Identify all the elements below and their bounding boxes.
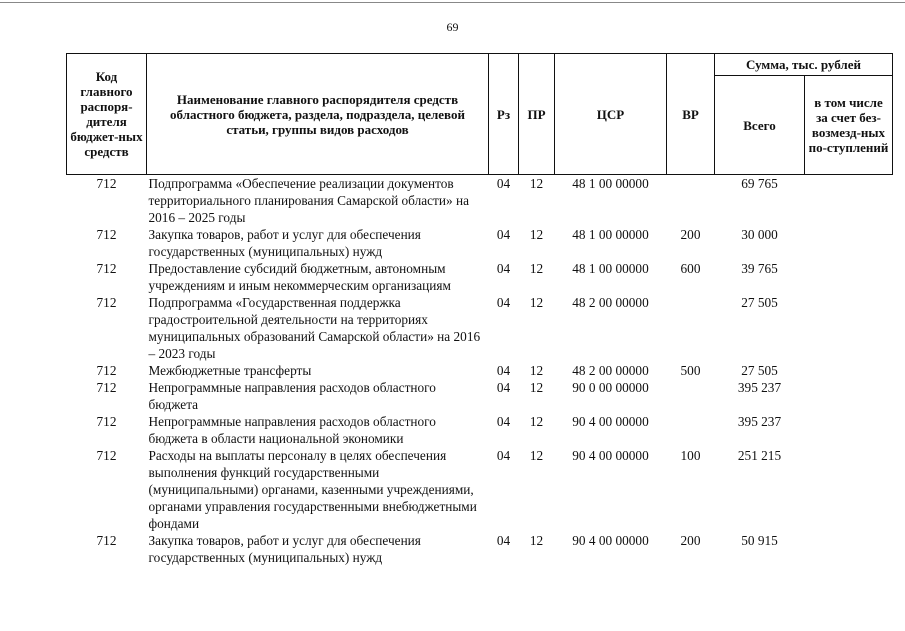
table-row — [67, 226, 893, 260]
row-code: 712 — [96, 227, 117, 242]
row-total: 39 765 — [741, 261, 778, 276]
row-pr: 12 — [529, 363, 544, 378]
row-code: 712 — [96, 261, 117, 276]
row-total: 30 000 — [741, 227, 778, 242]
row-incl — [805, 260, 893, 294]
row-csr: 48 1 00 00000 — [572, 227, 649, 242]
row-total: 395 237 — [737, 380, 782, 395]
row-code: 712 — [96, 380, 117, 395]
page-number: 69 — [446, 20, 459, 34]
row-csr: 48 1 00 00000 — [572, 176, 649, 191]
row-incl — [805, 294, 893, 362]
row-incl — [805, 379, 893, 413]
row-vr: 200 — [680, 227, 701, 242]
row-pr: 12 — [529, 295, 544, 310]
row-csr: 90 4 00 00000 — [572, 533, 649, 548]
top-rule — [0, 2, 905, 3]
row-csr: 48 2 00 00000 — [572, 295, 649, 310]
row-name: Расходы на выплаты персоналу в целях обеспечения выполнения функций государственными (муниципальными) органами, казенными учреждениями, органами управления государственными внебюджетными фондами — [148, 448, 477, 531]
row-rz: 04 — [496, 176, 511, 191]
row-incl — [805, 362, 893, 379]
table-row — [67, 260, 893, 294]
row-incl — [805, 175, 893, 227]
row-rz: 04 — [496, 533, 511, 548]
row-vr: 500 — [680, 363, 701, 378]
row-code: 712 — [96, 176, 117, 191]
row-pr: 12 — [529, 380, 544, 395]
table-row — [67, 294, 893, 362]
row-rz: 04 — [496, 363, 511, 378]
row-total: 50 915 — [741, 533, 778, 548]
row-vr — [667, 379, 715, 413]
row-total: 251 215 — [737, 448, 782, 463]
row-code: 712 — [96, 448, 117, 463]
header-vr: ВР — [667, 54, 715, 175]
table-row — [67, 379, 893, 413]
row-csr: 90 0 00 00000 — [572, 380, 649, 395]
header-csr: ЦСР — [555, 54, 667, 175]
row-rz: 04 — [496, 261, 511, 276]
header-pr: ПР — [519, 54, 555, 175]
budget-table — [66, 53, 893, 566]
row-name: Предоставление субсидий бюджетным, автономным учреждениям и иным некоммерческим организациям — [148, 261, 451, 293]
table-row — [67, 175, 893, 227]
row-csr: 48 1 00 00000 — [572, 261, 649, 276]
row-incl — [805, 226, 893, 260]
row-code: 712 — [96, 363, 117, 378]
row-pr: 12 — [529, 533, 544, 548]
table-row — [67, 447, 893, 532]
header-sum-group: Сумма, тыс. рублей — [715, 54, 893, 76]
row-incl — [805, 447, 893, 532]
row-rz: 04 — [496, 448, 511, 463]
row-name: Подпрограмма «Государственная поддержка градостроительной деятельности на территориях муниципальных образований Самарской области» на 2016 – 2023 годы — [148, 295, 481, 361]
row-pr: 12 — [529, 176, 544, 191]
row-pr: 12 — [529, 261, 544, 276]
row-vr — [667, 175, 715, 227]
row-incl — [805, 413, 893, 447]
row-code: 712 — [96, 414, 117, 429]
table-row — [67, 362, 893, 379]
row-code: 712 — [96, 295, 117, 310]
row-csr: 90 4 00 00000 — [572, 448, 649, 463]
header-incl: в том числе за счет без-возмезд-ных по-ступлений — [805, 76, 893, 175]
row-rz: 04 — [496, 295, 511, 310]
row-csr: 90 4 00 00000 — [572, 414, 649, 429]
row-name: Закупка товаров, работ и услуг для обеспечения государственных (муниципальных) нужд — [148, 533, 421, 565]
header-rz: Рз — [489, 54, 519, 175]
row-name: Непрограммные направления расходов областного бюджета — [148, 380, 436, 412]
header-total: Всего — [715, 76, 805, 175]
row-vr — [667, 413, 715, 447]
row-rz: 04 — [496, 227, 511, 242]
row-vr: 200 — [680, 533, 701, 548]
header-code: Код главного распоря-дителя бюджет-ных средств — [67, 54, 147, 175]
row-total: 395 237 — [737, 414, 782, 429]
row-code: 712 — [96, 533, 117, 548]
row-total: 27 505 — [741, 295, 778, 310]
row-vr — [667, 294, 715, 362]
row-pr: 12 — [529, 448, 544, 463]
row-pr: 12 — [529, 227, 544, 242]
row-total: 69 765 — [741, 176, 778, 191]
row-vr: 600 — [680, 261, 701, 276]
header-name: Наименование главного распорядителя средств областного бюджета, раздела, подраздела, целевой статьи, группы видов расходов — [147, 54, 489, 175]
row-total: 27 505 — [741, 363, 778, 378]
row-vr: 100 — [680, 448, 701, 463]
table-row — [67, 532, 893, 566]
row-incl — [805, 532, 893, 566]
row-csr: 48 2 00 00000 — [572, 363, 649, 378]
row-name: Подпрограмма «Обеспечение реализации документов территориального планирования Самарской области» на 2016 – 2025 годы — [148, 176, 469, 225]
row-name: Непрограммные направления расходов областного бюджета в области национальной экономики — [148, 414, 436, 446]
row-pr: 12 — [529, 414, 544, 429]
row-rz: 04 — [496, 414, 511, 429]
row-name: Межбюджетные трансферты — [148, 363, 312, 378]
row-rz: 04 — [496, 380, 511, 395]
row-name: Закупка товаров, работ и услуг для обеспечения государственных (муниципальных) нужд — [148, 227, 421, 259]
table-row — [67, 413, 893, 447]
